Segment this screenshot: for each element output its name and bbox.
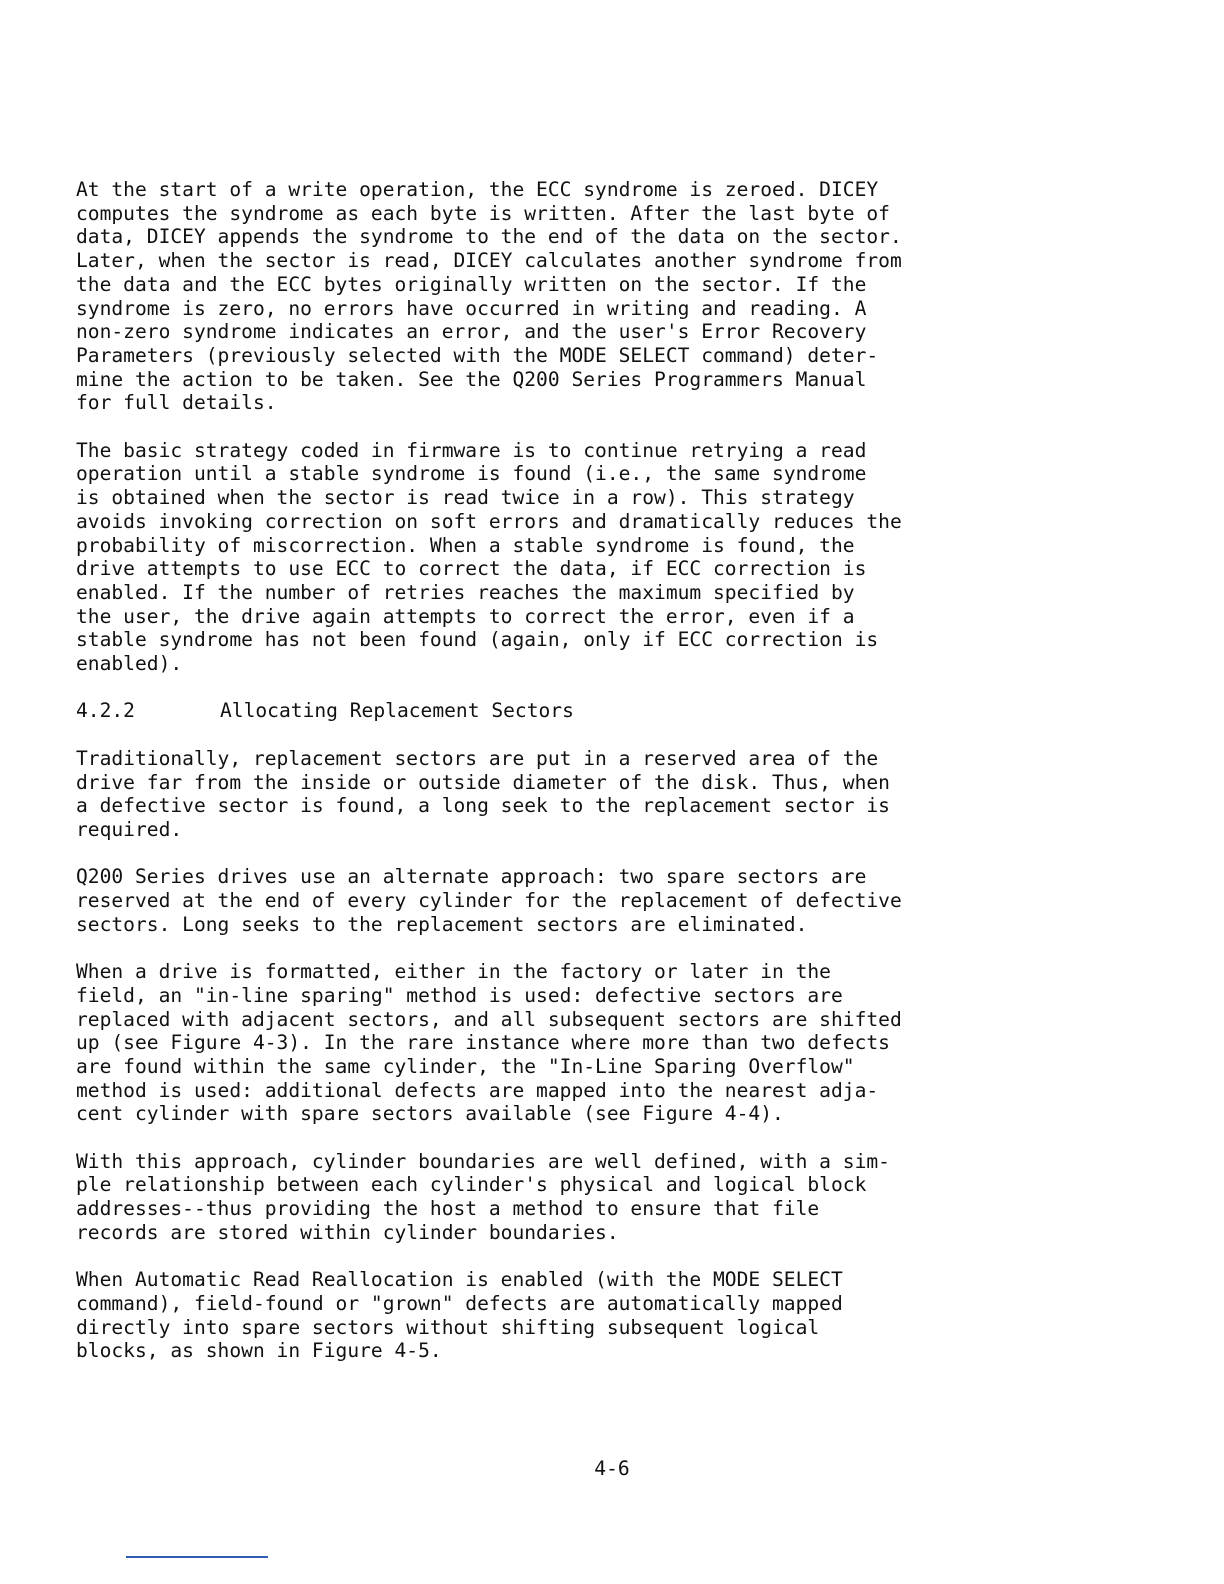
paragraph-cylinder-boundaries: With this approach, cylinder boundaries are well defined, with a sim- ple relationship between each cylinder's physical and logical block addresses--thus providing the host a method to ensure that file records are stored within cylinder boundaries.: [76, 1149, 890, 1244]
paragraph-retry-strategy: The basic strategy coded in firmware is to continue retrying a read operation until a stable syndrome is found (i.e., the same syndrome is obtained when the sector is read twice in a row). This strategy avoids invoking correction on soft errors and dramatically reduces the probability of miscorrection. When a stable syndrome is found, the drive attempts to use ECC to correct the data, if ECC correction is enabled. If the number of retries reaches the maximum specified by the user, the drive again attempts to correct the error, even if a stable syndrome has not been found (again, only if ECC correction is enabled).: [76, 438, 902, 676]
section-number: 4.2.2: [76, 699, 135, 723]
section-title: Allocating Replacement Sectors: [220, 699, 574, 723]
section-heading: [76, 699, 1096, 723]
paragraph-ecc-syndrome: At the start of a write operation, the ECC syndrome is zeroed. DICEY computes the syndrome as each byte is written. After the last byte of data, DICEY appends the syndrome to the end of the data on the sector. Later, when the sector is read, DICEY calculates another syndrome from the data and the ECC bytes originally written on the sector. If the syndrome is zero, no errors have occurred in writing and reading. A non-zero syndrome indicates an error, and the user's Error Recovery Parameters (previously selected with the MODE SELECT command) deter- mine the action to be taken. See the Q200 Series Programmers Manual for full details.: [76, 178, 902, 415]
paragraph-alternate-approach: Q200 Series drives use an alternate approach: two spare sectors are reserved at the end of every cylinder for the replacement of defective sectors. Long seeks to the replacement sectors are eliminated.: [76, 865, 902, 936]
paragraph-read-reallocation: When Automatic Read Reallocation is enabled (with the MODE SELECT command), field-found or "grown" defects are automatically mapped directly into spare sectors without shifting subsequent logical blocks, as shown in Figure 4-5.: [76, 1268, 843, 1363]
paragraph-inline-sparing: When a drive is formatted, either in the factory or later in the field, an "in-line sparing" method is used: defective sectors are replaced with adjacent sectors, and all subsequent sectors are shifted up (see Figure 4-3). In the rare instance where more than two defects are found within the same cylinder, the "In-Line Sparing Overflow" method is used: additional defects are mapped into the nearest adja- cent cylinder with spare sectors available (see Figure 4-4).: [76, 960, 902, 1126]
page-number: 4-6: [594, 1457, 630, 1480]
paragraph-traditional-replacement: Traditionally, replacement sectors are put in a reserved area of the drive far from the inside or outside diameter of the disk. Thus, when a defective sector is found, a long seek to the replacement sector is required.: [76, 746, 890, 841]
document-body: [76, 178, 1096, 1387]
scan-mark: [126, 1556, 268, 1558]
